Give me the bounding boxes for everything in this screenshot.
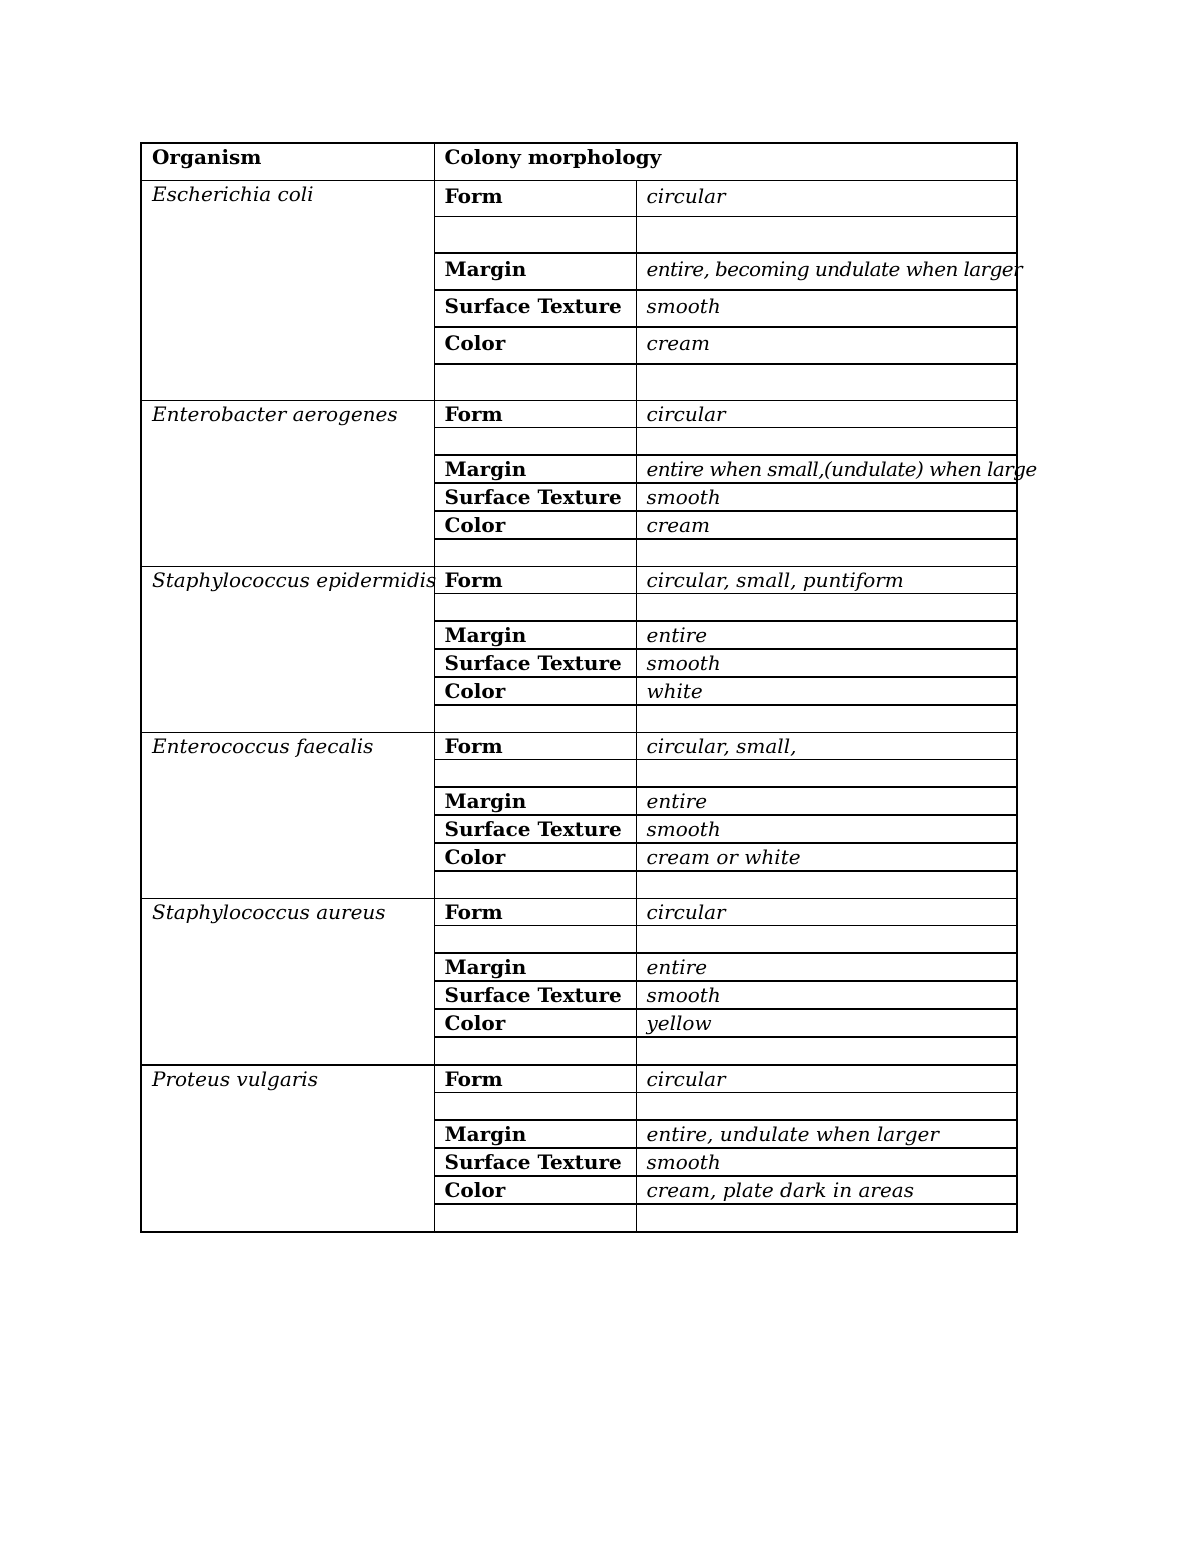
property-value: white [636, 677, 1017, 705]
property-value [636, 1037, 1017, 1065]
property-value: entire when small,(undulate) when large [636, 455, 1017, 483]
property-value: yellow [636, 1009, 1017, 1037]
table-row [141, 401, 1017, 428]
organism-name: Enterobacter aerogenes [141, 401, 434, 567]
colony-morphology-table [140, 142, 1037, 1233]
property-value: circular, small, puntiform [636, 567, 1017, 594]
property-label [434, 428, 636, 456]
property-value: cream [636, 511, 1017, 539]
property-value: circular [636, 1065, 1017, 1093]
header-colony-morphology: Colony morphology [434, 143, 1017, 181]
table-body [141, 143, 1037, 1232]
property-label: Form [434, 401, 636, 428]
property-value: smooth [636, 981, 1017, 1009]
property-value [636, 428, 1017, 456]
header-organism: Organism [141, 143, 434, 181]
property-label [434, 1204, 636, 1232]
table-row [141, 1065, 1017, 1093]
property-value [636, 760, 1017, 788]
property-label: Color [434, 1009, 636, 1037]
property-label [434, 1093, 636, 1121]
property-label: Margin [434, 1120, 636, 1148]
property-value [636, 1204, 1017, 1232]
header-row [141, 143, 1017, 181]
property-label [434, 594, 636, 622]
property-label [434, 871, 636, 899]
property-label: Color [434, 1176, 636, 1204]
property-value [636, 871, 1017, 899]
property-label: Form [434, 733, 636, 760]
property-label [434, 539, 636, 567]
property-label: Margin [434, 455, 636, 483]
property-label [434, 364, 636, 401]
property-value: circular [636, 899, 1017, 926]
property-label [434, 926, 636, 954]
organism-name: Staphylococcus aureus [141, 899, 434, 1066]
property-value: circular [636, 181, 1017, 217]
property-label: Margin [434, 253, 636, 290]
property-label: Form [434, 1065, 636, 1093]
property-value: entire [636, 787, 1017, 815]
property-value: entire, becoming undulate when larger [636, 253, 1017, 290]
property-label: Color [434, 511, 636, 539]
property-label: Color [434, 327, 636, 364]
organism-name: Proteus vulgaris [141, 1065, 434, 1232]
property-value [636, 1093, 1017, 1121]
property-label: Margin [434, 787, 636, 815]
property-value: smooth [636, 290, 1017, 327]
organism-name: Enterococcus faecalis [141, 733, 434, 899]
property-label: Margin [434, 953, 636, 981]
property-label: Form [434, 899, 636, 926]
property-value: entire [636, 621, 1017, 649]
property-value: smooth [636, 649, 1017, 677]
property-label: Color [434, 843, 636, 871]
property-value: entire, undulate when larger [636, 1120, 1017, 1148]
property-value: smooth [636, 815, 1017, 843]
property-value: cream, plate dark in areas [636, 1176, 1017, 1204]
property-label: Surface Texture [434, 815, 636, 843]
organism-name: Escherichia coli [141, 181, 434, 401]
property-value [636, 594, 1017, 622]
property-label: Color [434, 677, 636, 705]
property-label: Surface Texture [434, 290, 636, 327]
property-value: cream [636, 327, 1017, 364]
organism-name: Staphylococcus epidermidis [141, 567, 434, 733]
property-label: Form [434, 181, 636, 217]
property-value: entire [636, 953, 1017, 981]
property-label: Surface Texture [434, 649, 636, 677]
property-value [636, 926, 1017, 954]
property-value: cream or white [636, 843, 1017, 871]
property-label: Surface Texture [434, 981, 636, 1009]
table-row [141, 567, 1017, 594]
property-value: circular [636, 401, 1017, 428]
property-value [636, 364, 1017, 401]
property-label: Surface Texture [434, 1148, 636, 1176]
property-value: circular, small, [636, 733, 1017, 760]
property-value: smooth [636, 483, 1017, 511]
property-value [636, 705, 1017, 733]
table-row [141, 181, 1017, 217]
property-value [636, 217, 1017, 254]
table-row [141, 899, 1017, 926]
property-label [434, 217, 636, 254]
table-row [141, 733, 1017, 760]
property-value: smooth [636, 1148, 1017, 1176]
property-value [636, 539, 1017, 567]
property-label [434, 705, 636, 733]
property-label: Margin [434, 621, 636, 649]
property-label [434, 760, 636, 788]
property-label [434, 1037, 636, 1065]
property-label: Surface Texture [434, 483, 636, 511]
property-label: Form [434, 567, 636, 594]
